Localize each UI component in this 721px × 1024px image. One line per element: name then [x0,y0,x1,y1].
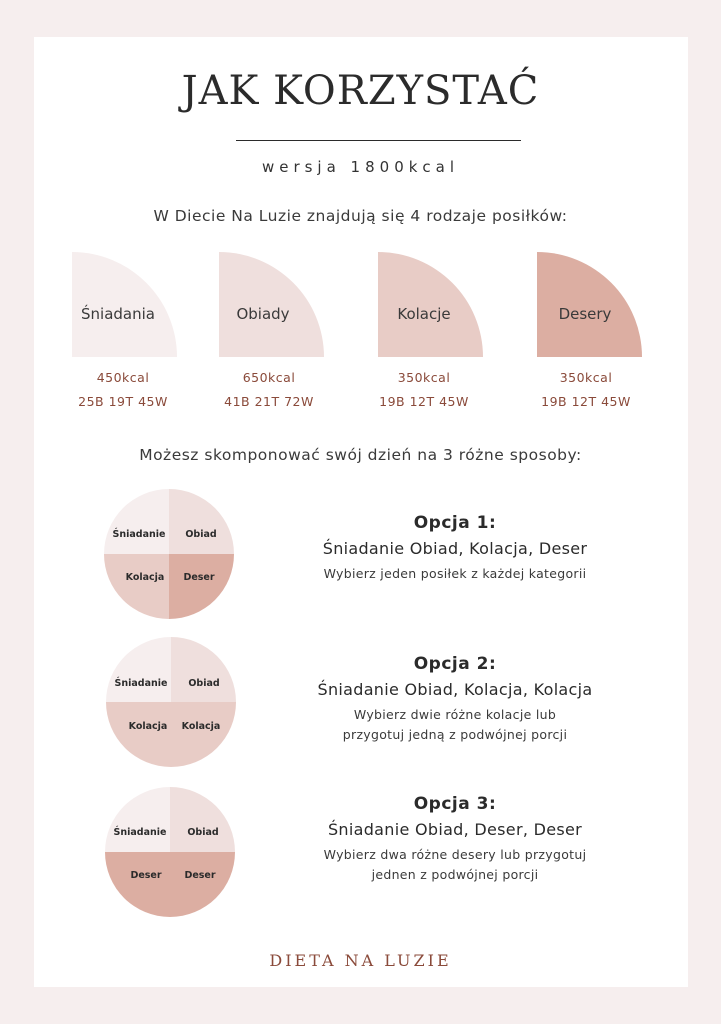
pie-quarter-lunch [171,637,236,702]
pie-label-tl: Śniadanie [113,827,167,838]
version-label: wersja 1800kcal [261,158,460,176]
pie-label-tr: Obiad [185,529,217,540]
option-1 [260,513,650,584]
option-3-meals: Śniadanie Obiad, Deser, Deser [327,820,583,839]
pie-quarter-dessert [105,852,170,917]
pie-label-bl: Kolacja [125,572,165,583]
pie-label-br: Kolacja [181,721,221,732]
pie-quarter-lunch [169,489,234,554]
option-3-desc [260,845,650,885]
pie-quarter-supper [171,702,236,767]
option-1-title: Opcja 1: [413,513,497,533]
option-1-pie [104,489,234,619]
pie-label-br: Deser [183,572,215,583]
pie-quarter-breakfast [105,787,170,852]
category-label-sniadania: Śniadania [81,305,155,323]
page-title: JAK KORZYSTAĆ [181,68,540,114]
category-macros-kolacje: 19B 12T 45W [379,394,469,409]
category-macros-obiady: 41B 21T 72W [224,394,314,409]
pie-quarter-supper [106,702,171,767]
category-label-desery: Desery [558,305,612,323]
option-2-pie [106,637,236,767]
category-label-kolacje: Kolacje [397,305,451,323]
category-macros-sniadania: 25B 19T 45W [78,394,168,409]
option-3-pie [105,787,235,917]
category-macros-desery: 19B 12T 45W [541,394,631,409]
pie-label-bl: Kolacja [128,721,168,732]
option-3 [260,794,650,885]
option-1-meals: Śniadanie Obiad, Kolacja, Deser [322,539,588,558]
pie-quarter-breakfast [104,489,169,554]
brand-footer: DIETA NA LUZIE [269,951,452,970]
title-divider [236,140,521,141]
option-3-desc-line: jednen z podwójnej porcji [371,867,539,882]
category-kcal-desery: 350kcal [559,370,613,385]
option-1-desc [260,564,650,584]
option-2-desc-line: przygotuj jedną z podwójnej porcji [342,727,568,742]
category-kcal-kolacje: 350kcal [397,370,451,385]
pie-quarter-dessert [170,852,235,917]
option-2-title: Opcja 2: [413,654,497,674]
category-kcal-obiady: 650kcal [242,370,296,385]
pie-label-tr: Obiad [188,678,220,689]
category-kcal-sniadania: 450kcal [96,370,150,385]
compose-intro: Możesz skomponować swój dzień na 3 różne sposoby: [139,446,582,464]
option-2 [260,654,650,745]
pie-quarter-lunch [170,787,235,852]
meal-types-intro: W Diecie Na Luzie znajdują się 4 rodzaje posiłków: [153,207,568,225]
category-label-obiady: Obiady [236,305,290,323]
option-2-desc [260,705,650,745]
option-2-meals: Śniadanie Obiad, Kolacja, Kolacja [317,680,593,699]
pie-quarter-supper [104,554,169,619]
pie-label-tr: Obiad [187,827,219,838]
pie-label-tl: Śniadanie [114,678,168,689]
pie-quarter-dessert [169,554,234,619]
option-2-desc-line: Wybierz dwie różne kolacje lub [353,707,557,722]
pie-quarter-breakfast [106,637,171,702]
option-1-desc-line: Wybierz jeden posiłek z każdej kategorii [323,566,587,581]
option-3-desc-line: Wybierz dwa różne desery lub przygotuj [323,847,587,862]
pie-label-bl: Deser [130,870,162,881]
option-3-title: Opcja 3: [413,794,497,814]
pie-label-br: Deser [184,870,216,881]
pie-label-tl: Śniadanie [112,529,166,540]
